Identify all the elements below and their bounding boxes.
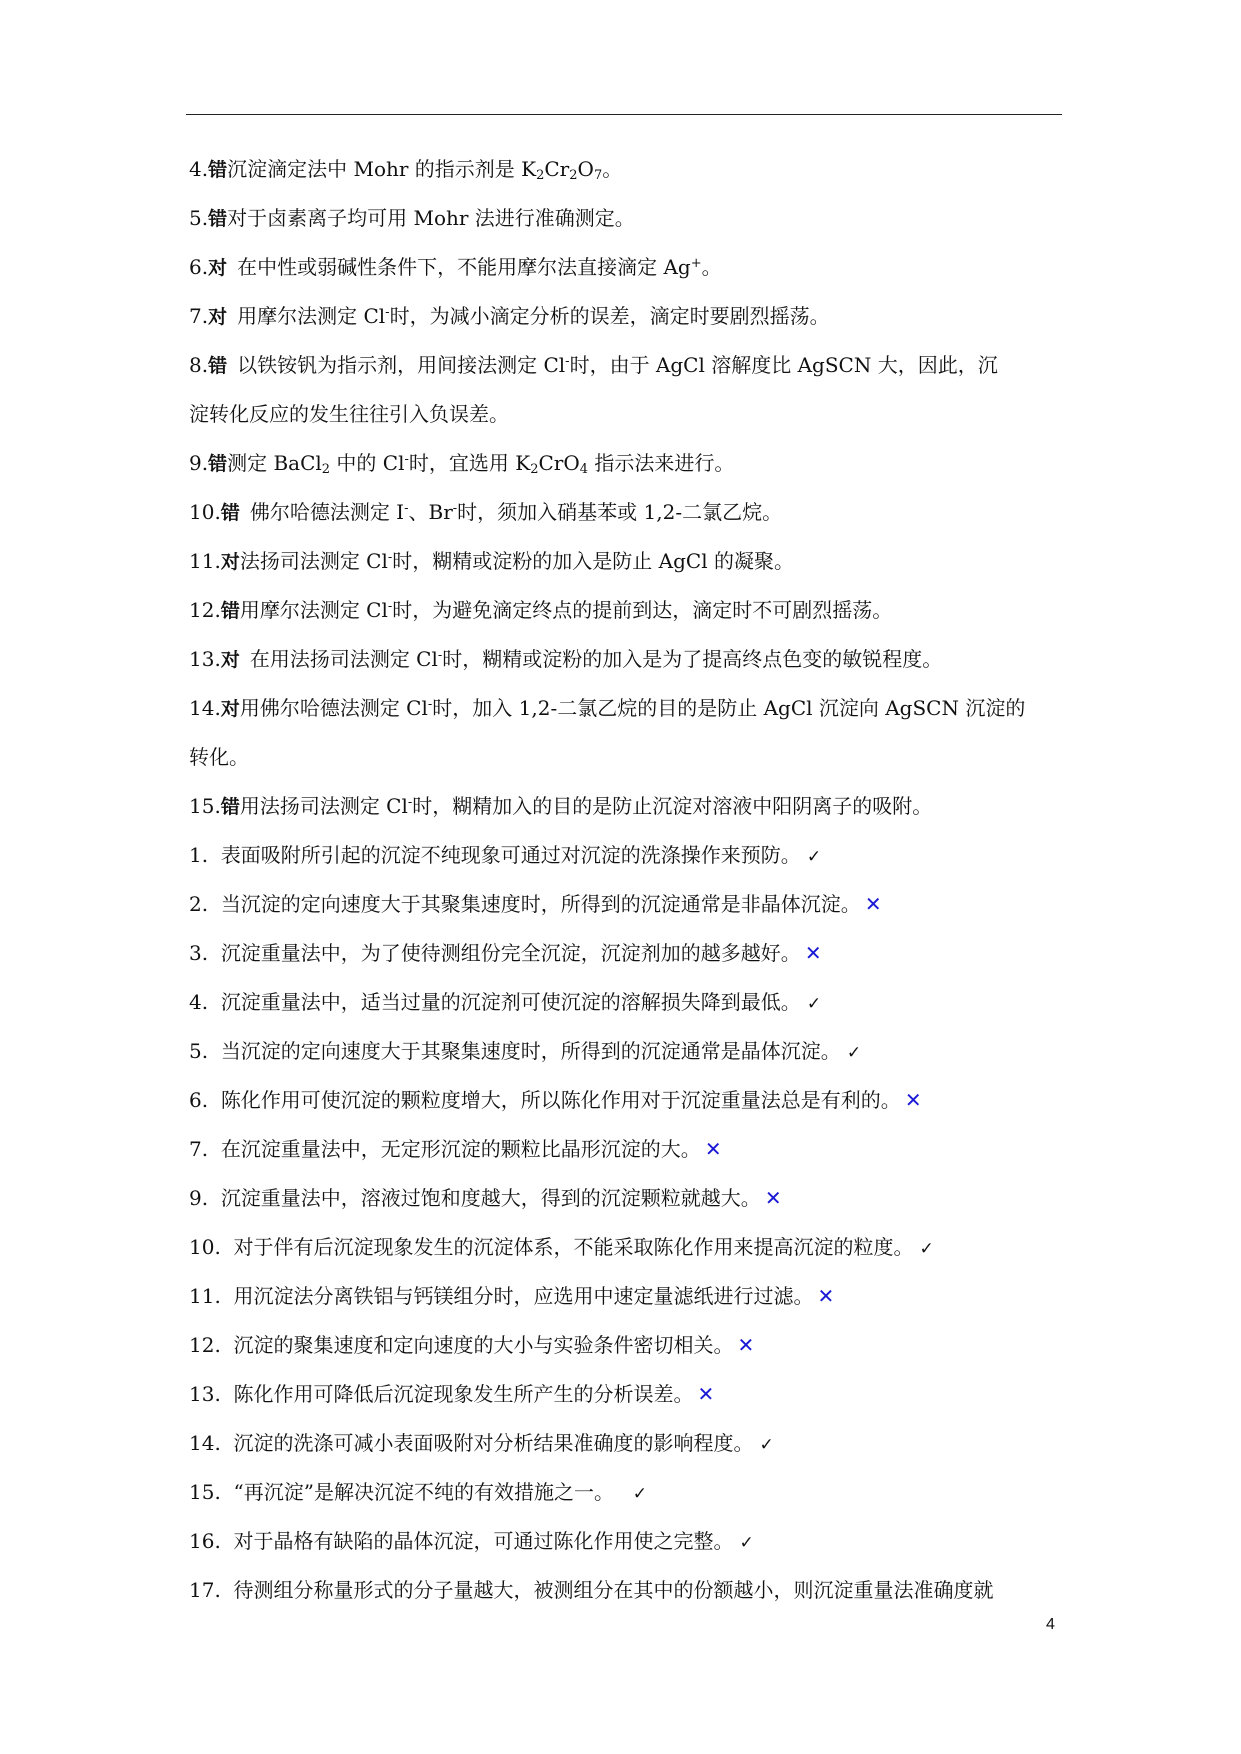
list-item: 13. 陈化作用可降低后沉淀现象发生所产生的分析误差。 ✕ bbox=[189, 1382, 715, 1406]
answer-mark: 错 bbox=[208, 208, 228, 230]
list-item: 4. 沉淀重量法中，适当过量的沉淀剂可使沉淀的溶解损失降到最低。 ✓ bbox=[189, 990, 822, 1014]
list-item-continuation: 转化。 bbox=[189, 745, 249, 769]
list-item: 10. 对于伴有后沉淀现象发生的沉淀体系，不能采取陈化作用来提高沉淀的粒度。 ✓ bbox=[189, 1235, 934, 1259]
cross-icon: ✕ bbox=[804, 941, 822, 965]
answer-mark: 错 bbox=[208, 159, 228, 181]
list-item: 9. 沉淀重量法中，溶液过饱和度越大，得到的沉淀颗粒就越大。 ✕ bbox=[189, 1186, 782, 1210]
list-item: 3. 沉淀重量法中，为了使待测组份完全沉淀，沉淀剂加的越多越好。 ✕ bbox=[189, 941, 822, 965]
page-body bbox=[189, 155, 1069, 1625]
list-item: 1. 表面吸附所引起的沉淀不纯现象可通过对沉淀的洗涤操作来预防。 ✓ bbox=[189, 843, 822, 867]
list-item: 13.对 在用法扬司法测定 Cl-时，糊精或淀粉的加入是为了提高终点色变的敏锐程度。 bbox=[189, 647, 943, 671]
check-icon: ✓ bbox=[632, 1484, 647, 1504]
list-item: 6. 陈化作用可使沉淀的颗粒度增大，所以陈化作用对于沉淀重量法总是有利的。 ✕ bbox=[189, 1088, 922, 1112]
list-item: 15. “再沉淀”是解决沉淀不纯的有效措施之一。 ✓ bbox=[189, 1480, 647, 1504]
list-item: 11.对法扬司法测定 Cl-时，糊精或淀粉的加入是防止 AgCl 的凝聚。 bbox=[189, 549, 794, 573]
check-icon: ✓ bbox=[806, 847, 822, 867]
check-icon: ✓ bbox=[759, 1435, 774, 1455]
answer-mark: 错 bbox=[220, 600, 240, 622]
list-item: 14. 沉淀的洗涤可减小表面吸附对分析结果准确度的影响程度。 ✓ bbox=[189, 1431, 774, 1455]
answer-mark: 对 bbox=[220, 698, 240, 720]
list-item-continuation: 淀转化反应的发生往往引入负误差。 bbox=[189, 402, 509, 426]
answer-mark: 对 bbox=[208, 257, 228, 279]
answer-mark: 对 bbox=[208, 306, 228, 328]
answer-mark: 错 bbox=[220, 796, 240, 818]
list-item: 12.错用摩尔法测定 Cl-时，为避免滴定终点的提前到达，滴定时不可剧烈摇荡。 bbox=[189, 598, 893, 622]
list-item: 14.对用佛尔哈德法测定 Cl-时，加入 1,2-二氯乙烷的目的是防止 AgCl 沉淀向 AgSCN 沉淀的 bbox=[189, 696, 1026, 720]
answer-mark: 错 bbox=[208, 453, 228, 475]
header-rule bbox=[186, 114, 1062, 115]
check-icon: ✓ bbox=[806, 994, 822, 1014]
list-item: 4.错沉淀滴定法中 Mohr 的指示剂是 $K_2Cr_2O_7$。 bbox=[189, 157, 623, 183]
answer-mark: 对 bbox=[220, 649, 240, 671]
answer-mark: 对 bbox=[220, 551, 240, 573]
page-number: 4 bbox=[1046, 1616, 1055, 1633]
check-icon: ✓ bbox=[739, 1533, 754, 1553]
cross-icon: ✕ bbox=[704, 1137, 722, 1161]
list-item: 17. 待测组分称量形式的分子量越大，被测组分在其中的份额越小，则沉淀重量法准确度就 bbox=[189, 1578, 994, 1602]
list-item: 7.对 用摩尔法测定 Cl-时，为减小滴定分析的误差，滴定时要剧烈摇荡。 bbox=[189, 304, 830, 328]
list-item: 7. 在沉淀重量法中，无定形沉淀的颗粒比晶形沉淀的大。 ✕ bbox=[189, 1137, 722, 1161]
answer-mark: 错 bbox=[208, 355, 228, 377]
cross-icon: ✕ bbox=[697, 1382, 715, 1406]
check-icon: ✓ bbox=[846, 1043, 862, 1063]
list-item: 11. 用沉淀法分离铁铝与钙镁组分时，应选用中速定量滤纸进行过滤。 ✕ bbox=[189, 1284, 835, 1308]
cross-icon: ✕ bbox=[904, 1088, 922, 1112]
answer-mark: 错 bbox=[220, 502, 240, 524]
list-item: 6.对 在中性或弱碱性条件下，不能用摩尔法直接滴定 Ag+。 bbox=[189, 255, 722, 279]
list-item: 8.错 以铁铵钒为指示剂，用间接法测定 Cl-时，由于 AgCl 溶解度比 AgSCN 大，因此，沉 bbox=[189, 353, 998, 377]
cross-icon: ✕ bbox=[817, 1284, 835, 1308]
list-item: 5. 当沉淀的定向速度大于其聚集速度时，所得到的沉淀通常是晶体沉淀。 ✓ bbox=[189, 1039, 862, 1063]
check-icon: ✓ bbox=[919, 1239, 934, 1259]
cross-icon: ✕ bbox=[864, 892, 882, 916]
list-item: 16. 对于晶格有缺陷的晶体沉淀，可通过陈化作用使之完整。 ✓ bbox=[189, 1529, 754, 1553]
list-item: 15.错用法扬司法测定 Cl-时，糊精加入的目的是防止沉淀对溶液中阳阴离子的吸附。 bbox=[189, 794, 933, 818]
cross-icon: ✕ bbox=[737, 1333, 755, 1357]
list-item: 2. 当沉淀的定向速度大于其聚集速度时，所得到的沉淀通常是非晶体沉淀。 ✕ bbox=[189, 892, 882, 916]
list-item: 9.错测定 BaCl$_2$ 中的 Cl-时，宜选用 $K_2CrO_4$ 指示法来进行。 bbox=[189, 451, 735, 477]
list-item: 5.错对于卤素离子均可用 Mohr 法进行准确测定。 bbox=[189, 206, 635, 230]
list-item: 12. 沉淀的聚集速度和定向速度的大小与实验条件密切相关。 ✕ bbox=[189, 1333, 755, 1357]
list-item: 10.错 佛尔哈德法测定 I-、Br-时，须加入硝基苯或 1,2-二氯乙烷。 bbox=[189, 500, 783, 524]
cross-icon: ✕ bbox=[764, 1186, 782, 1210]
